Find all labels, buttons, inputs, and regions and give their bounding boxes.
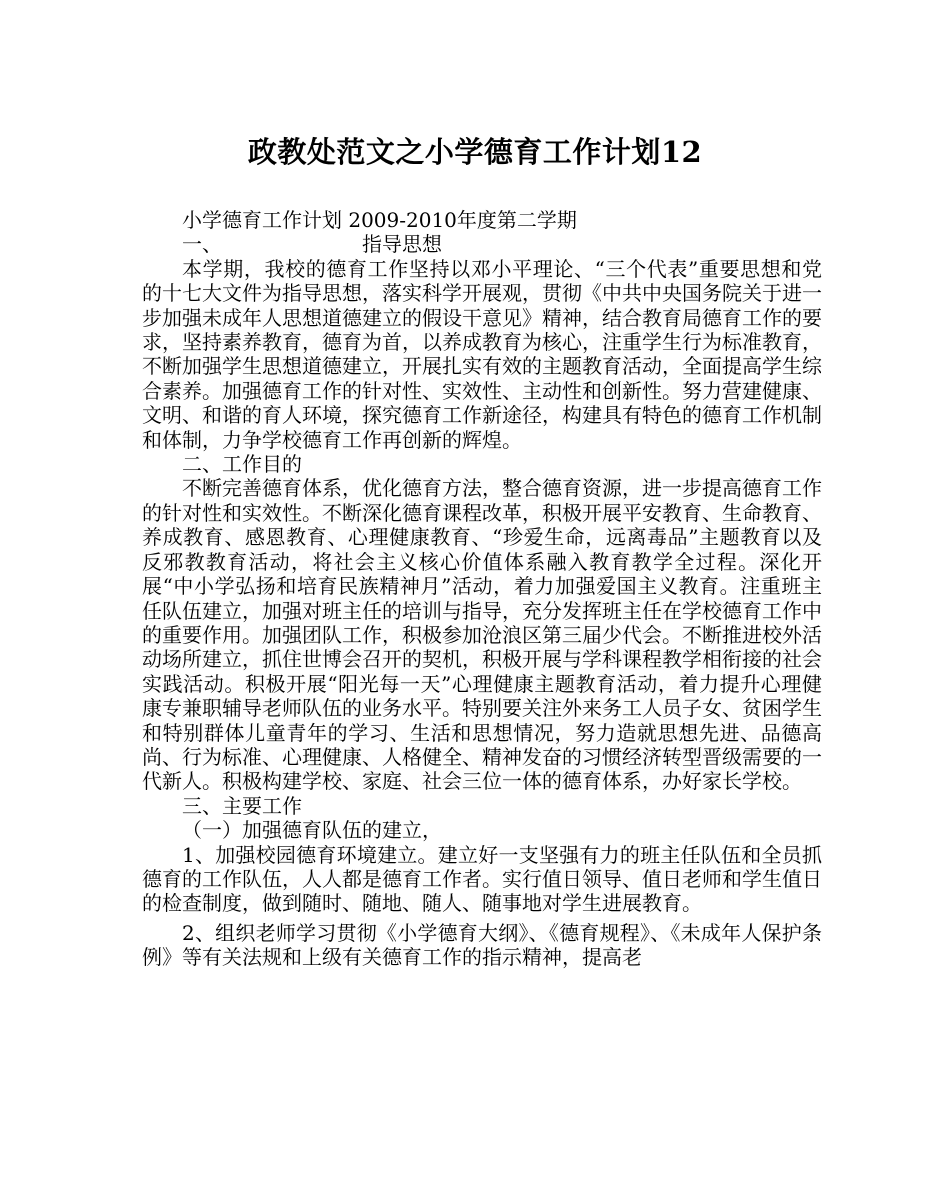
document-title: 政教处范文之小学德育工作计划12 — [247, 135, 703, 169]
subsection-1-heading: （一）加强德育队伍的建立， — [182, 818, 442, 843]
work-item-2: 2、组织老师学习贯彻《小学德育大纲》、《德育规程》、《未成年人保护条例》等有关法规和上级有关德育工作的指示精神，提高老 — [142, 920, 822, 970]
work-goals-paragraph: 不断完善德育体系，优化德育方法，整合德育资源，进一步提高德育工作的针对性和实效性。不断深化德育课程改革，积极开展平安教育、生命教育、养成教育、感恩教育、心理健康教育、“珍爱生命，远离毒品”主题教育以及反邪教教育活动，将社会主义核心价值体系融入教育教学全过程。深化开展“中小学弘扬和培育民族精神月”活动，着力加强爱国主义教育。注重班主任队伍建立，加强对班主任的培训与指导，充分发挥班主任在学校德育工作中的重要作用。加强团队工作，积极参加沧浪区第三届少代会。不断推进校外活动场所建立，抓住世博会召开的契机，积极开展与学科课程教学相衔接的社会实践活动。积极开展“阳光每一天”心理健康主题教育活动，着力提升心理健康专兼职辅导老师队伍的业务水平。特别要关注外来务工人员子女、贫困学生和特别群体儿童青年的学习、生活和思想情况，努力造就思想先进、品德高尚、行为标准、心理健康、人格健全、精神发奋的习惯经济转型晋级需要的一代新人。积极构建学校、家庭、社会三位一体的德育体系，办好家长学校。 — [142, 476, 822, 794]
guiding-ideology-paragraph: 本学期，我校的德育工作坚持以邓小平理论、“三个代表”重要思想和党的十七大文件为指导思想，落实科学开展观，贯彻《中共中央国务院关于进一步加强未成年人思想道德建立的假设干意见》精神，结合教育局德育工作的要求，坚持素养教育，德育为首，以养成教育为核心，注重学生行为标准教育，不断加强学生思想道德建立，开展扎实有效的主题教育活动，全面提高学生综合素养。加强德育工作的针对性、实效性、主动性和创新性。努力营建健康、文明、和谐的育人环境，探究德育工作新途径，构建具有特色的德育工作机制和体制，力争学校德育工作再创新的辉煌。 — [142, 256, 822, 452]
work-item-1: 1、加强校园德育环境建立。建立好一支坚强有力的班主任队伍和全员抓德育的工作队伍，人人都是德育工作者。实行值日领导、值日老师和学生值日的检查制度，做到随时、随地、随人、随事地对学生进展教育。 — [142, 842, 822, 916]
plan-subtitle: 小学德育工作计划 2009-2010年度第二学期 — [182, 208, 577, 232]
section-1-title: 指导思想 — [362, 232, 442, 257]
document-body — [142, 208, 822, 970]
section-2-heading: 二、工作目的 — [182, 452, 302, 477]
section-1-number: 一、 — [182, 232, 222, 257]
section-3-heading: 三、主要工作 — [182, 793, 302, 818]
section-1-heading — [142, 232, 822, 256]
